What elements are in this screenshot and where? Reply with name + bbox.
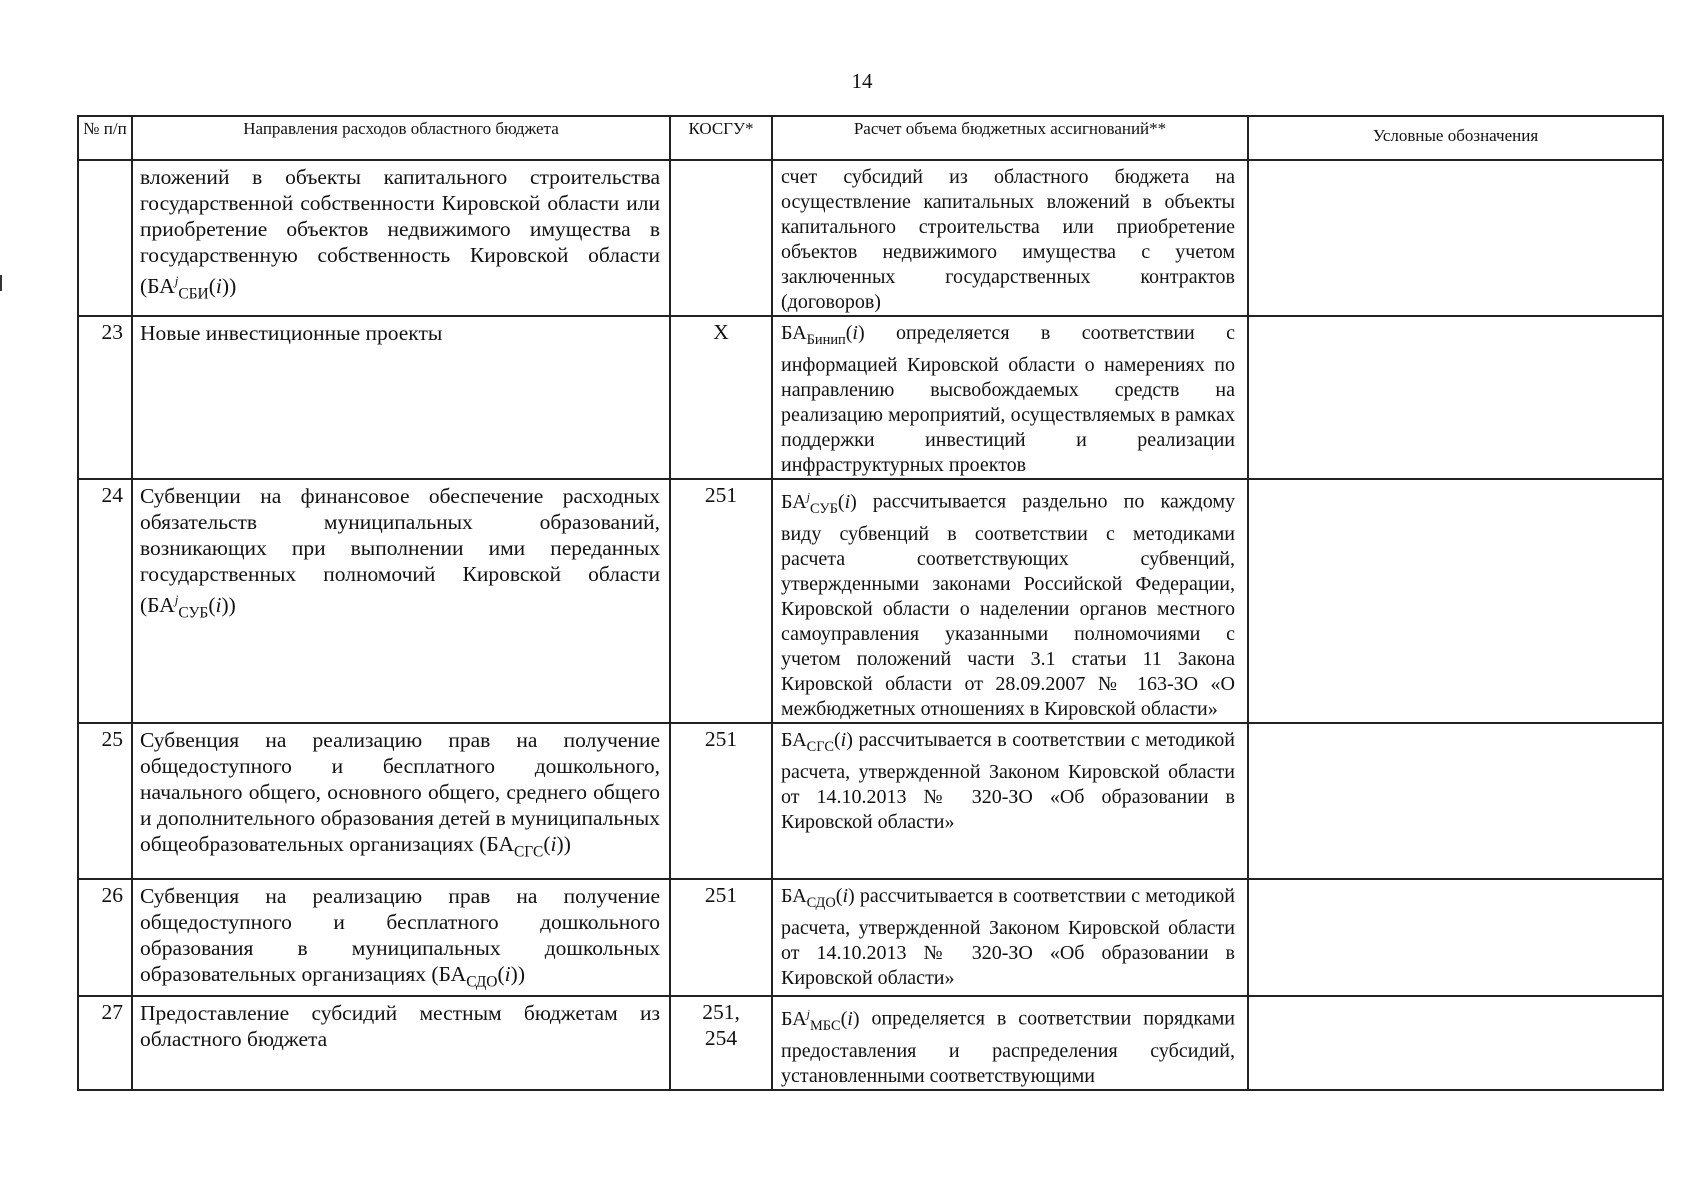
kosgu-code: Х bbox=[670, 316, 772, 479]
table-row bbox=[78, 879, 1663, 996]
legend-cell bbox=[1248, 879, 1663, 996]
row-number: 24 bbox=[78, 479, 132, 723]
kosgu-code: 251 bbox=[670, 723, 772, 879]
expense-direction: вложений в объекты капитального строительства государственной собственности Кировской области или приобретение объектов недвижимого имущества в государственную собственность Кировской области $(БА^j_{СБИ}(i))$ bbox=[132, 160, 670, 316]
scan-edge-mark bbox=[0, 275, 2, 291]
header-direction: Направления расходов областного бюджета bbox=[132, 116, 670, 160]
budget-table bbox=[77, 115, 1664, 1091]
legend-cell bbox=[1248, 316, 1663, 479]
header-kosgu: КОСГУ* bbox=[670, 116, 772, 160]
allocation-calculation: $БА^j_{СУБ}(i)$ рассчитывается раздельно по каждому виду субвенций в соответствии с методиками расчета соответствующих субвенций, утвержденными законами Российской Федерации, Кировской области о наделении органов местного самоуправления указанными полномочиями с учетом положений части 3.1 статьи 11 Закона Кировской области от 28.09.2007 № 163-ЗО «О межбюджетных отношениях в Кировской области» bbox=[772, 479, 1248, 723]
expense-direction: Предоставление субсидий местным бюджетам из областного бюджета bbox=[132, 996, 670, 1090]
allocation-calculation: $БА_{Бинип}(i)$ определяется в соответствии с информацией Кировской области о намерениях по направлению высвобождаемых средств на реализацию мероприятий, осуществляемых в рамках поддержки инвестиций и реализации инфраструктурных проектов bbox=[772, 316, 1248, 479]
kosgu-code bbox=[670, 160, 772, 316]
page-number: 14 bbox=[851, 69, 873, 93]
row-number bbox=[78, 160, 132, 316]
table-row bbox=[78, 160, 1663, 316]
table-row bbox=[78, 316, 1663, 479]
header-num: № п/п bbox=[78, 116, 132, 160]
allocation-calculation: $БА_{СГС}(i)$ рассчитывается в соответствии с методикой расчета, утвержденной Законом Кировской области от 14.10.2013 № 320-ЗО «Об образовании в Кировской области» bbox=[772, 723, 1248, 879]
legend-cell bbox=[1248, 996, 1663, 1090]
row-number: 25 bbox=[78, 723, 132, 879]
row-number: 23 bbox=[78, 316, 132, 479]
expense-direction: Новые инвестиционные проекты bbox=[132, 316, 670, 479]
expense-direction: Субвенции на финансовое обеспечение расходных обязательств муниципальных образований, возникающих при выполнении ими переданных государственных полномочий Кировской области $(БА^j_{СУБ}(i))$ bbox=[132, 479, 670, 723]
table-row bbox=[78, 996, 1663, 1090]
header-calc: Расчет объема бюджетных ассигнований** bbox=[772, 116, 1248, 160]
table-row bbox=[78, 479, 1663, 723]
row-number: 27 bbox=[78, 996, 132, 1090]
expense-direction: Субвенция на реализацию прав на получение общедоступного и бесплатного дошкольного, начального общего, основного общего, среднего общего и дополнительного образования детей в муниципальных общеобразовательных организациях $(БА_{СГС}(i))$ bbox=[132, 723, 670, 879]
kosgu-code: 251 bbox=[670, 479, 772, 723]
table-header-row bbox=[78, 116, 1663, 160]
table-body bbox=[78, 160, 1663, 1090]
kosgu-code: 251, 254 bbox=[670, 996, 772, 1090]
allocation-calculation: счет субсидий из областного бюджета на осуществление капитальных вложений в объекты капитального строительства или приобретение объектов недвижимого имущества с учетом заключенных государственных контрактов (договоров) bbox=[772, 160, 1248, 316]
allocation-calculation: $БА^j_{МБС}(i)$ определяется в соответствии порядками предоставления и распределения субсидий, установленными соответствующими bbox=[772, 996, 1248, 1090]
header-legend: Условные обозначения bbox=[1248, 116, 1663, 160]
table-row bbox=[78, 723, 1663, 879]
row-number: 26 bbox=[78, 879, 132, 996]
kosgu-code: 251 bbox=[670, 879, 772, 996]
allocation-calculation: $БА_{СДО}(i)$ рассчитывается в соответствии с методикой расчета, утвержденной Законом Кировской области от 14.10.2013 № 320-ЗО «Об образовании в Кировской области» bbox=[772, 879, 1248, 996]
expense-direction: Субвенция на реализацию прав на получение общедоступного и бесплатного дошкольного образования в муниципальных дошкольных образовательных организациях $(БА_{СДО}(i))$ bbox=[132, 879, 670, 996]
legend-cell bbox=[1248, 160, 1663, 316]
legend-cell bbox=[1248, 479, 1663, 723]
legend-cell bbox=[1248, 723, 1663, 879]
